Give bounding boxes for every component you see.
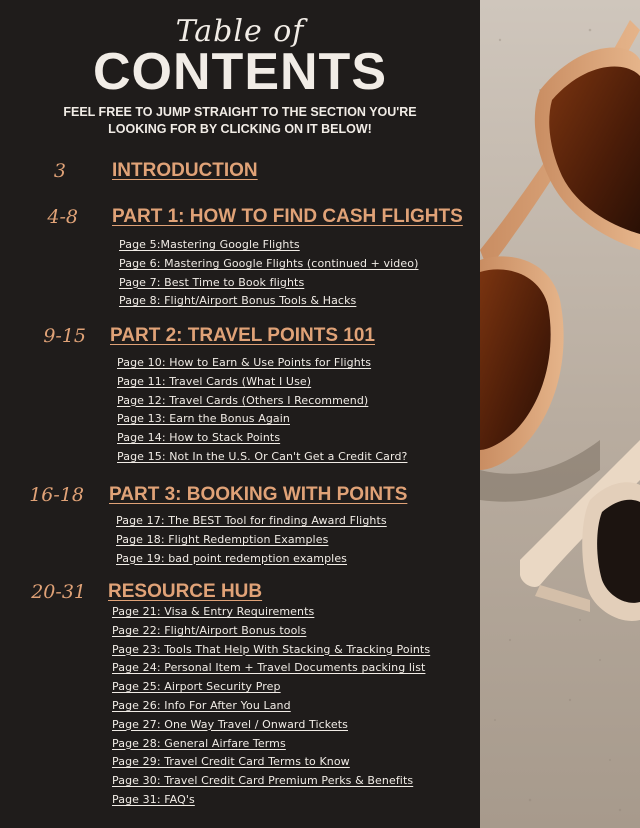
list-item[interactable]: Page 13: Earn the Bonus Again: [117, 412, 290, 426]
section-link-resource-hub[interactable]: RESOURCE HUB: [108, 581, 263, 602]
section-page-range: 9-15: [43, 325, 86, 347]
section-items: [119, 236, 418, 311]
list-item[interactable]: Page 24: Personal Item + Travel Documents packing list: [112, 661, 426, 675]
title-script: Table of: [175, 14, 305, 49]
list-item[interactable]: Page 31: FAQ's: [112, 792, 195, 806]
section-page-range: 3: [53, 160, 66, 182]
list-item[interactable]: Page 22: Flight/Airport Bonus tools: [112, 623, 307, 637]
page-title: CONTENTS: [93, 43, 387, 101]
list-item[interactable]: Page 25: Airport Security Prep: [112, 680, 281, 694]
list-item[interactable]: Page 30: Travel Credit Card Premium Perks & Benefits: [112, 774, 414, 788]
list-item[interactable]: Page 27: One Way Travel / Onward Tickets: [112, 717, 348, 731]
list-item[interactable]: Page 11: Travel Cards (What I Use): [117, 374, 312, 388]
list-item[interactable]: Page 21: Visa & Entry Requirements: [112, 605, 315, 618]
list-item[interactable]: Page 23: Tools That Help With Stacking & Tracking Points: [112, 642, 431, 656]
section-link-part-2[interactable]: PART 2: TRAVEL POINTS 101: [110, 325, 375, 346]
section-link-part-1[interactable]: PART 1: HOW TO FIND CASH FLIGHTS: [112, 206, 463, 227]
list-item[interactable]: Page 12: Travel Cards (Others I Recommend): [117, 393, 369, 407]
section-page-range: 4-8: [47, 206, 78, 228]
section-items: [117, 354, 407, 467]
list-item[interactable]: Page 7: Best Time to Book flights: [119, 275, 305, 289]
list-item[interactable]: Page 15: Not In the U.S. Or Can't Get a Credit Card?: [117, 449, 408, 463]
sunglasses-photo: [480, 0, 640, 828]
list-item[interactable]: Page 14: How to Stack Points: [117, 431, 281, 445]
list-item[interactable]: Page 18: Flight Redemption Examples: [116, 532, 329, 546]
list-item[interactable]: Page 6: Mastering Google Flights (continued + video): [119, 256, 419, 270]
list-item[interactable]: Page 26: Info For After You Land: [112, 698, 291, 712]
list-item[interactable]: Page 19: bad point redemption examples: [116, 551, 348, 565]
section-link-part-3[interactable]: PART 3: BOOKING WITH POINTS: [109, 484, 408, 505]
list-item[interactable]: Page 17: The BEST Tool for finding Award Flights: [116, 514, 387, 527]
section-page-range: 20-31: [31, 581, 86, 603]
list-item[interactable]: Page 29: Travel Credit Card Terms to Know: [112, 755, 350, 769]
section-items: [116, 512, 387, 568]
section-page-range: 16-18: [29, 484, 84, 506]
section-link-introduction[interactable]: INTRODUCTION: [112, 160, 258, 181]
list-item[interactable]: Page 8: Flight/Airport Bonus Tools & Hacks: [119, 294, 357, 308]
subtitle: FEEL FREE TO JUMP STRAIGHT TO THE SECTION YOU'RE LOOKING FOR BY CLICKING ON IT BELOW!: [63, 105, 417, 136]
list-item[interactable]: Page 5:Mastering Google Flights: [119, 238, 300, 251]
list-item[interactable]: Page 28: General Airfare Terms: [112, 736, 286, 750]
section-items: [112, 603, 430, 810]
list-item[interactable]: Page 10: How to Earn & Use Points for Flights: [117, 356, 372, 369]
